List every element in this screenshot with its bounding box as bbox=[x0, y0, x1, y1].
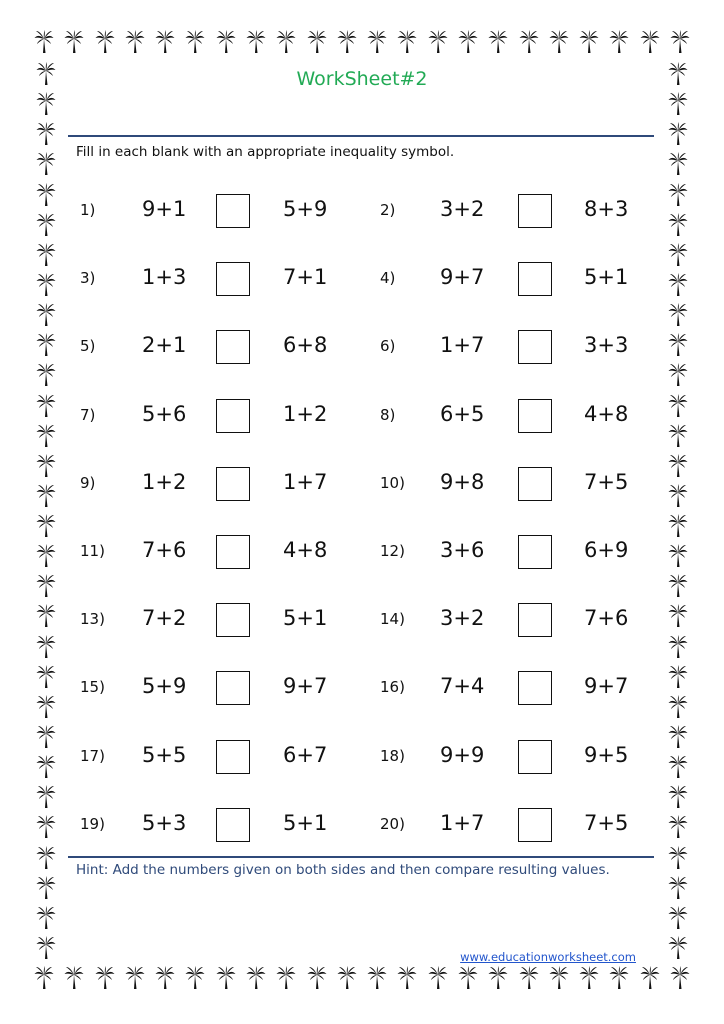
left-expression: 3+6 bbox=[440, 538, 485, 562]
palm-tree-icon bbox=[668, 273, 688, 297]
palm-tree-icon bbox=[36, 92, 56, 116]
palm-tree-icon bbox=[185, 966, 205, 990]
palm-tree-icon bbox=[668, 785, 688, 809]
palm-tree-icon bbox=[36, 846, 56, 870]
palm-tree-icon bbox=[337, 30, 357, 54]
problem-number: 9) bbox=[80, 474, 96, 492]
left-expression: 5+5 bbox=[142, 743, 187, 767]
right-expression: 7+5 bbox=[584, 811, 629, 835]
right-expression: 9+7 bbox=[283, 674, 328, 698]
palm-tree-icon bbox=[36, 243, 56, 267]
palm-tree-icon bbox=[36, 815, 56, 839]
palm-tree-icon bbox=[36, 273, 56, 297]
palm-tree-icon bbox=[668, 514, 688, 538]
palm-tree-icon bbox=[36, 604, 56, 628]
problem-number: 11) bbox=[80, 542, 105, 560]
right-expression: 7+1 bbox=[283, 265, 328, 289]
problem-number: 5) bbox=[80, 337, 96, 355]
palm-tree-icon bbox=[36, 785, 56, 809]
answer-blank[interactable] bbox=[518, 467, 552, 501]
palm-tree-icon bbox=[668, 665, 688, 689]
right-expression: 9+5 bbox=[584, 743, 629, 767]
palm-tree-icon bbox=[397, 966, 417, 990]
palm-tree-icon bbox=[36, 725, 56, 749]
palm-tree-icon bbox=[668, 846, 688, 870]
palm-tree-icon bbox=[95, 966, 115, 990]
answer-blank[interactable] bbox=[216, 194, 250, 228]
problem-number: 4) bbox=[380, 269, 396, 287]
left-expression: 9+7 bbox=[440, 265, 485, 289]
palm-tree-icon bbox=[668, 243, 688, 267]
left-expression: 9+9 bbox=[440, 743, 485, 767]
right-expression: 5+1 bbox=[584, 265, 629, 289]
right-expression: 5+1 bbox=[283, 811, 328, 835]
palm-tree-icon bbox=[668, 152, 688, 176]
bottom-divider bbox=[68, 856, 654, 858]
left-expression: 5+3 bbox=[142, 811, 187, 835]
palm-tree-icon bbox=[36, 394, 56, 418]
palm-tree-icon bbox=[36, 755, 56, 779]
right-expression: 3+3 bbox=[584, 333, 629, 357]
answer-blank[interactable] bbox=[518, 603, 552, 637]
answer-blank[interactable] bbox=[216, 603, 250, 637]
problem-number: 13) bbox=[80, 610, 105, 628]
instructions: Fill in each blank with an appropriate inequality symbol. bbox=[76, 144, 455, 160]
palm-tree-icon bbox=[668, 906, 688, 930]
palm-tree-icon bbox=[668, 122, 688, 146]
palm-tree-icon bbox=[276, 30, 296, 54]
palm-tree-icon bbox=[519, 30, 539, 54]
palm-tree-icon bbox=[668, 394, 688, 418]
palm-tree-icon bbox=[125, 30, 145, 54]
palm-tree-icon bbox=[668, 183, 688, 207]
palm-tree-icon bbox=[668, 936, 688, 960]
palm-tree-icon bbox=[185, 30, 205, 54]
answer-blank[interactable] bbox=[216, 740, 250, 774]
palm-tree-icon bbox=[488, 30, 508, 54]
palm-tree-icon bbox=[668, 363, 688, 387]
problem-number: 8) bbox=[380, 406, 396, 424]
answer-blank[interactable] bbox=[216, 399, 250, 433]
palm-tree-icon bbox=[397, 30, 417, 54]
palm-tree-icon bbox=[307, 966, 327, 990]
palm-tree-icon bbox=[579, 966, 599, 990]
problem-number: 10) bbox=[380, 474, 405, 492]
palm-tree-icon bbox=[155, 966, 175, 990]
palm-tree-icon bbox=[95, 30, 115, 54]
palm-tree-icon bbox=[458, 966, 478, 990]
palm-tree-icon bbox=[36, 122, 56, 146]
left-expression: 6+5 bbox=[440, 402, 485, 426]
problem-number: 1) bbox=[80, 201, 96, 219]
answer-blank[interactable] bbox=[518, 330, 552, 364]
problem-number: 19) bbox=[80, 815, 105, 833]
palm-tree-icon bbox=[668, 876, 688, 900]
left-expression: 3+2 bbox=[440, 606, 485, 630]
problem-number: 3) bbox=[80, 269, 96, 287]
palm-tree-icon bbox=[549, 30, 569, 54]
palm-tree-icon bbox=[36, 484, 56, 508]
palm-tree-icon bbox=[125, 966, 145, 990]
right-expression: 1+2 bbox=[283, 402, 328, 426]
left-expression: 5+9 bbox=[142, 674, 187, 698]
right-expression: 5+9 bbox=[283, 197, 328, 221]
left-expression: 2+1 bbox=[142, 333, 187, 357]
left-expression: 1+7 bbox=[440, 811, 485, 835]
palm-tree-icon bbox=[668, 333, 688, 357]
website-link[interactable]: www.educationworksheet.com bbox=[460, 950, 636, 964]
left-expression: 7+6 bbox=[142, 538, 187, 562]
palm-tree-icon bbox=[668, 92, 688, 116]
worksheet-title: WorkSheet#2 bbox=[296, 68, 428, 90]
left-expression: 1+7 bbox=[440, 333, 485, 357]
palm-tree-icon bbox=[36, 665, 56, 689]
palm-tree-icon bbox=[579, 30, 599, 54]
palm-tree-icon bbox=[668, 635, 688, 659]
left-expression: 7+2 bbox=[142, 606, 187, 630]
answer-blank[interactable] bbox=[216, 467, 250, 501]
answer-blank[interactable] bbox=[216, 671, 250, 705]
palm-tree-icon bbox=[246, 966, 266, 990]
answer-blank[interactable] bbox=[216, 330, 250, 364]
right-expression: 9+7 bbox=[584, 674, 629, 698]
top-divider bbox=[68, 135, 654, 137]
palm-tree-icon bbox=[155, 30, 175, 54]
problem-number: 18) bbox=[380, 747, 405, 765]
right-expression: 5+1 bbox=[283, 606, 328, 630]
left-expression: 1+2 bbox=[142, 470, 187, 494]
palm-tree-icon bbox=[640, 30, 660, 54]
right-expression: 6+9 bbox=[584, 538, 629, 562]
right-expression: 4+8 bbox=[283, 538, 328, 562]
palm-tree-icon bbox=[668, 695, 688, 719]
answer-blank[interactable] bbox=[518, 194, 552, 228]
palm-tree-icon bbox=[609, 966, 629, 990]
palm-tree-icon bbox=[488, 966, 508, 990]
right-expression: 1+7 bbox=[283, 470, 328, 494]
palm-tree-icon bbox=[428, 966, 448, 990]
palm-tree-icon bbox=[36, 183, 56, 207]
palm-tree-icon bbox=[668, 303, 688, 327]
palm-tree-icon bbox=[367, 30, 387, 54]
palm-tree-icon bbox=[34, 966, 54, 990]
problem-number: 14) bbox=[380, 610, 405, 628]
palm-tree-icon bbox=[36, 936, 56, 960]
answer-blank[interactable] bbox=[518, 399, 552, 433]
palm-tree-icon bbox=[668, 755, 688, 779]
palm-tree-icon bbox=[64, 966, 84, 990]
problem-number: 16) bbox=[380, 678, 405, 696]
problem-number: 12) bbox=[380, 542, 405, 560]
palm-tree-icon bbox=[668, 454, 688, 478]
palm-tree-icon bbox=[668, 574, 688, 598]
palm-tree-icon bbox=[34, 30, 54, 54]
left-expression: 9+1 bbox=[142, 197, 187, 221]
palm-tree-icon bbox=[36, 333, 56, 357]
palm-tree-icon bbox=[549, 966, 569, 990]
palm-tree-icon bbox=[36, 514, 56, 538]
right-expression: 7+6 bbox=[584, 606, 629, 630]
palm-tree-icon bbox=[668, 484, 688, 508]
palm-tree-icon bbox=[246, 30, 266, 54]
palm-tree-icon bbox=[668, 725, 688, 749]
left-expression: 1+3 bbox=[142, 265, 187, 289]
palm-tree-icon bbox=[668, 815, 688, 839]
palm-tree-icon bbox=[36, 213, 56, 237]
left-expression: 9+8 bbox=[440, 470, 485, 494]
answer-blank[interactable] bbox=[216, 535, 250, 569]
left-expression: 7+4 bbox=[440, 674, 485, 698]
answer-blank[interactable] bbox=[518, 535, 552, 569]
palm-tree-icon bbox=[64, 30, 84, 54]
answer-blank[interactable] bbox=[216, 808, 250, 842]
palm-tree-icon bbox=[36, 876, 56, 900]
right-expression: 6+8 bbox=[283, 333, 328, 357]
palm-tree-icon bbox=[36, 695, 56, 719]
palm-tree-icon bbox=[276, 966, 296, 990]
palm-tree-icon bbox=[458, 30, 478, 54]
palm-tree-icon bbox=[668, 544, 688, 568]
answer-blank[interactable] bbox=[518, 808, 552, 842]
palm-tree-icon bbox=[668, 604, 688, 628]
answer-blank[interactable] bbox=[518, 262, 552, 296]
problem-number: 15) bbox=[80, 678, 105, 696]
palm-tree-icon bbox=[307, 30, 327, 54]
palm-tree-icon bbox=[670, 30, 690, 54]
problem-number: 17) bbox=[80, 747, 105, 765]
right-expression: 6+7 bbox=[283, 743, 328, 767]
right-expression: 7+5 bbox=[584, 470, 629, 494]
palm-tree-icon bbox=[640, 966, 660, 990]
palm-tree-icon bbox=[216, 966, 236, 990]
problem-number: 2) bbox=[380, 201, 396, 219]
palm-tree-icon bbox=[216, 30, 236, 54]
palm-tree-icon bbox=[36, 635, 56, 659]
palm-tree-icon bbox=[609, 30, 629, 54]
palm-tree-icon bbox=[670, 966, 690, 990]
left-expression: 5+6 bbox=[142, 402, 187, 426]
problem-number: 6) bbox=[380, 337, 396, 355]
palm-tree-icon bbox=[337, 966, 357, 990]
palm-tree-icon bbox=[519, 966, 539, 990]
palm-tree-icon bbox=[36, 363, 56, 387]
left-expression: 3+2 bbox=[440, 197, 485, 221]
palm-tree-icon bbox=[668, 424, 688, 448]
answer-blank[interactable] bbox=[518, 671, 552, 705]
palm-tree-icon bbox=[36, 454, 56, 478]
right-expression: 8+3 bbox=[584, 197, 629, 221]
palm-tree-icon bbox=[428, 30, 448, 54]
hint-text: Hint: Add the numbers given on both sides and then compare resulting values. bbox=[76, 862, 610, 878]
palm-tree-icon bbox=[36, 574, 56, 598]
palm-tree-icon bbox=[367, 966, 387, 990]
palm-tree-icon bbox=[36, 544, 56, 568]
palm-tree-icon bbox=[36, 906, 56, 930]
answer-blank[interactable] bbox=[216, 262, 250, 296]
answer-blank[interactable] bbox=[518, 740, 552, 774]
palm-tree-icon bbox=[668, 213, 688, 237]
palm-tree-icon bbox=[36, 152, 56, 176]
problem-number: 20) bbox=[380, 815, 405, 833]
palm-tree-icon bbox=[36, 424, 56, 448]
problem-number: 7) bbox=[80, 406, 96, 424]
palm-tree-icon bbox=[36, 303, 56, 327]
right-expression: 4+8 bbox=[584, 402, 629, 426]
